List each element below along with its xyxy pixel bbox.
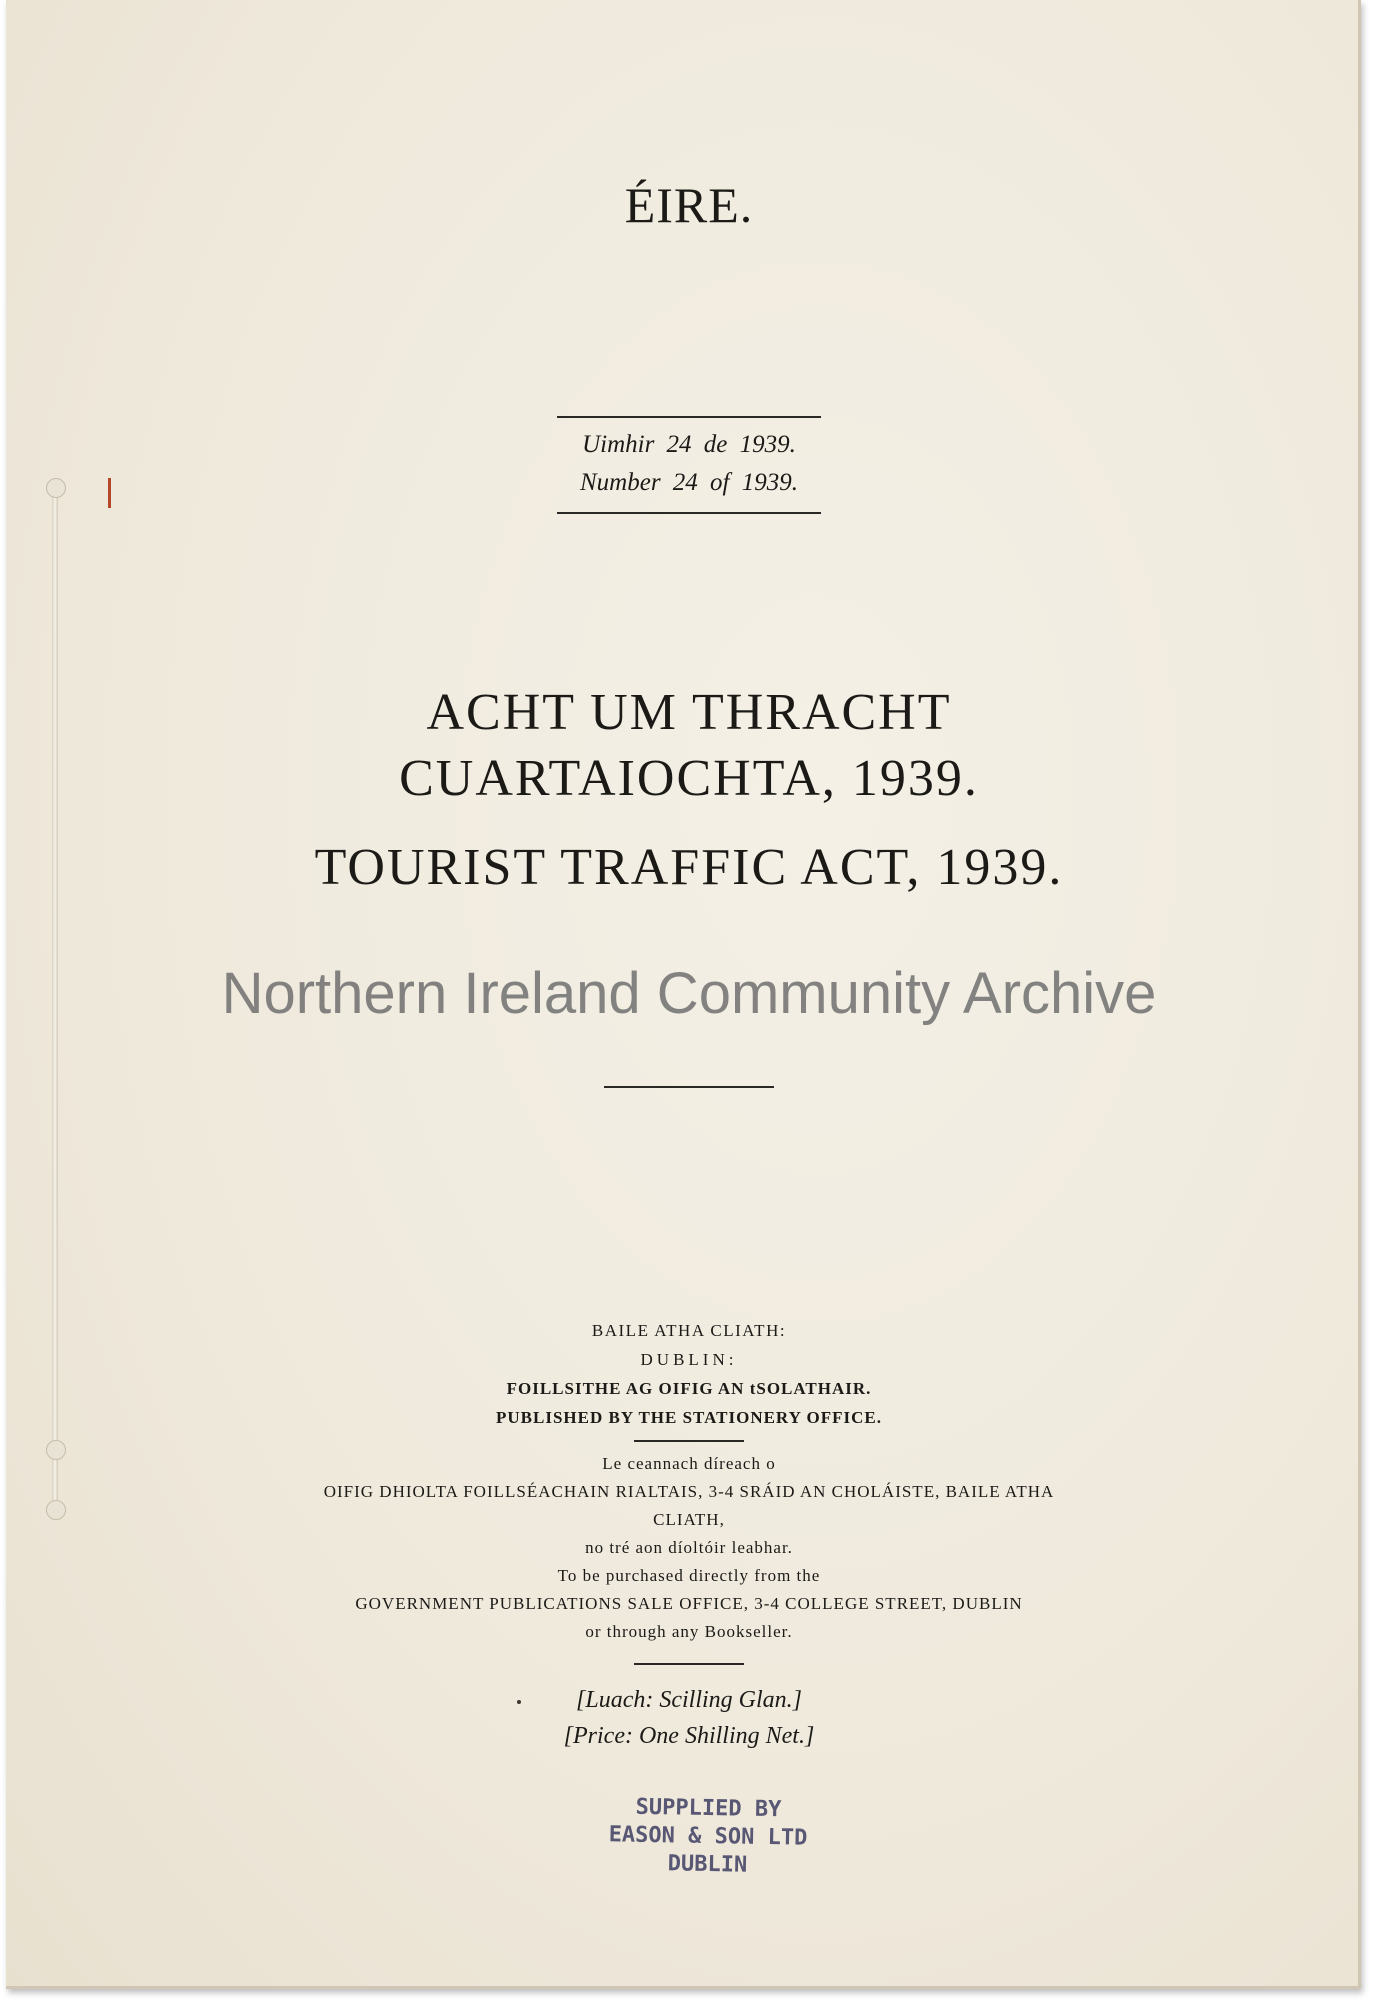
purchase-intro-english: To be purchased directly from the bbox=[557, 1566, 821, 1585]
act-number-irish: Uimhir 24 de 1939. bbox=[582, 431, 796, 458]
publisher-block bbox=[0, 1316, 1378, 1432]
ink-speck bbox=[517, 1700, 521, 1704]
archive-watermark: Northern Ireland Community Archive bbox=[221, 961, 1157, 1026]
price-english: [Price: One Shilling Net.] bbox=[563, 1723, 815, 1749]
purchase-office-irish: OIFIG DHIOLTA FOILLSÉACHAIN RIALTAIS, 3-4 SRÁID AN CHOLÁISTE, BAILE ATHA bbox=[323, 1482, 1055, 1501]
purchase-bookseller-irish: no tré aon díoltóir leabhar. bbox=[585, 1538, 793, 1557]
price-block bbox=[0, 1682, 1378, 1754]
act-number-english: Number 24 of 1939. bbox=[580, 469, 798, 496]
section-divider bbox=[0, 1086, 1378, 1088]
purchase-bookseller-english: or through any Bookseller. bbox=[585, 1622, 793, 1641]
number-bottom-rule bbox=[557, 512, 821, 514]
act-number-block bbox=[0, 416, 1378, 514]
act-title-irish-line2: CUARTAIOCHTA, 1939. bbox=[399, 750, 979, 807]
purchase-divider bbox=[0, 1663, 1378, 1665]
purchase-office-irish-cont: CLIATH, bbox=[653, 1510, 725, 1529]
publisher-city-english: DUBLIN: bbox=[640, 1350, 738, 1369]
price-irish: [Luach: Scilling Glan.] bbox=[576, 1687, 802, 1713]
publisher-city-irish: BAILE ATHA CLIATH: bbox=[591, 1321, 787, 1340]
purchase-info bbox=[0, 1450, 1378, 1646]
purchase-office-english: GOVERNMENT PUBLICATIONS SALE OFFICE, 3-4 COLLEGE STREET, DUBLIN bbox=[355, 1594, 1023, 1613]
purchase-intro-irish: Le ceannach díreach o bbox=[602, 1454, 776, 1473]
act-title-irish bbox=[0, 680, 1378, 812]
publisher-divider bbox=[0, 1440, 1378, 1442]
published-by-english: PUBLISHED BY THE STATIONERY OFFICE. bbox=[496, 1408, 882, 1427]
act-title-irish-line1: ACHT UM THRACHT bbox=[426, 684, 952, 741]
published-by-irish: FOILLSITHE AG OIFIG AN tSOLATHAIR. bbox=[506, 1379, 872, 1398]
bookseller-stamp: SUPPLIED BY EASON & SON LTD DUBLIN bbox=[608, 1794, 808, 1878]
act-title-english: TOURIST TRAFFIC ACT, 1939. bbox=[314, 839, 1064, 896]
country-heading: ÉIRE. bbox=[624, 177, 754, 233]
